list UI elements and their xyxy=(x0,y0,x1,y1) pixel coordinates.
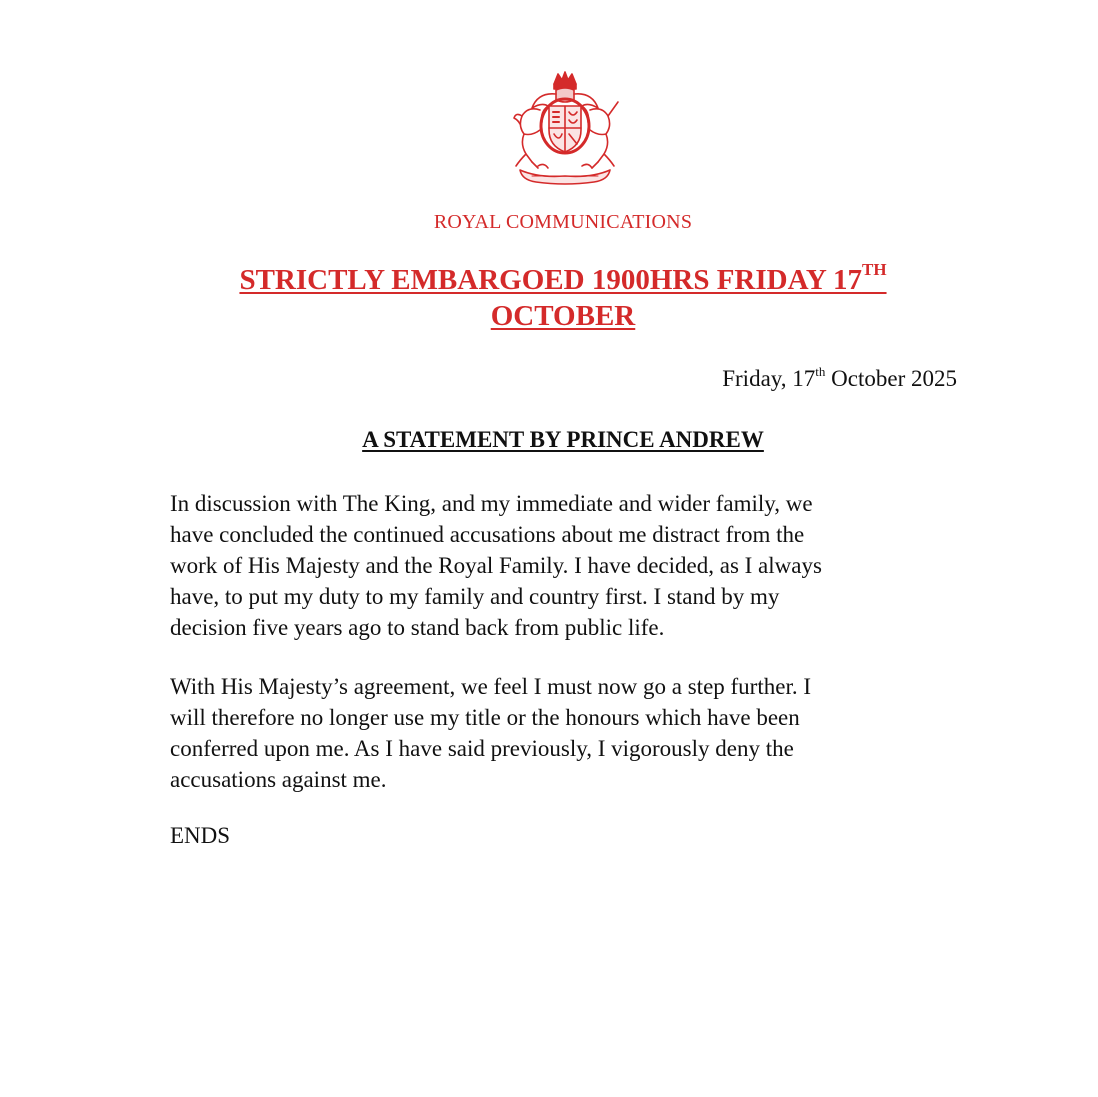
embargo-line-1: STRICTLY EMBARGOED 1900HRS FRIDAY 17TH xyxy=(239,260,887,296)
paragraph-line: conferred upon me. As I have said previously, I vigorously deny the xyxy=(170,736,794,761)
organisation-name: ROYAL COMMUNICATIONS xyxy=(433,211,693,233)
statement-paragraph-1 xyxy=(170,488,950,643)
paragraph-line: In discussion with The King, and my immediate and wider family, we xyxy=(170,491,813,516)
royal-coat-of-arms-icon xyxy=(498,70,632,190)
paragraph-line: have, to put my duty to my family and country first. I stand by my xyxy=(170,584,780,609)
paragraph-line: With His Majesty’s agreement, we feel I must now go a step further. I xyxy=(170,674,811,699)
paragraph-line: will therefore no longer use my title or the honours which have been xyxy=(170,705,800,730)
release-date: Friday, 17th October 2025 xyxy=(722,364,957,391)
paragraph-line: work of His Majesty and the Royal Family. I have decided, as I always xyxy=(170,553,822,578)
paragraph-line: have concluded the continued accusations about me distract from the xyxy=(170,522,805,547)
embargo-line-2: OCTOBER xyxy=(490,300,636,332)
embargo-ordinal-suffix: TH xyxy=(861,260,887,279)
paragraph-line: decision five years ago to stand back from public life. xyxy=(170,615,665,640)
date-ordinal-suffix: th xyxy=(815,364,826,379)
statement-paragraph-2 xyxy=(170,671,950,795)
ends-marker: ENDS xyxy=(170,823,231,848)
paragraph-line: accusations against me. xyxy=(170,767,387,792)
statement-title: A STATEMENT BY PRINCE ANDREW xyxy=(362,427,764,452)
embargo-notice xyxy=(200,262,926,334)
